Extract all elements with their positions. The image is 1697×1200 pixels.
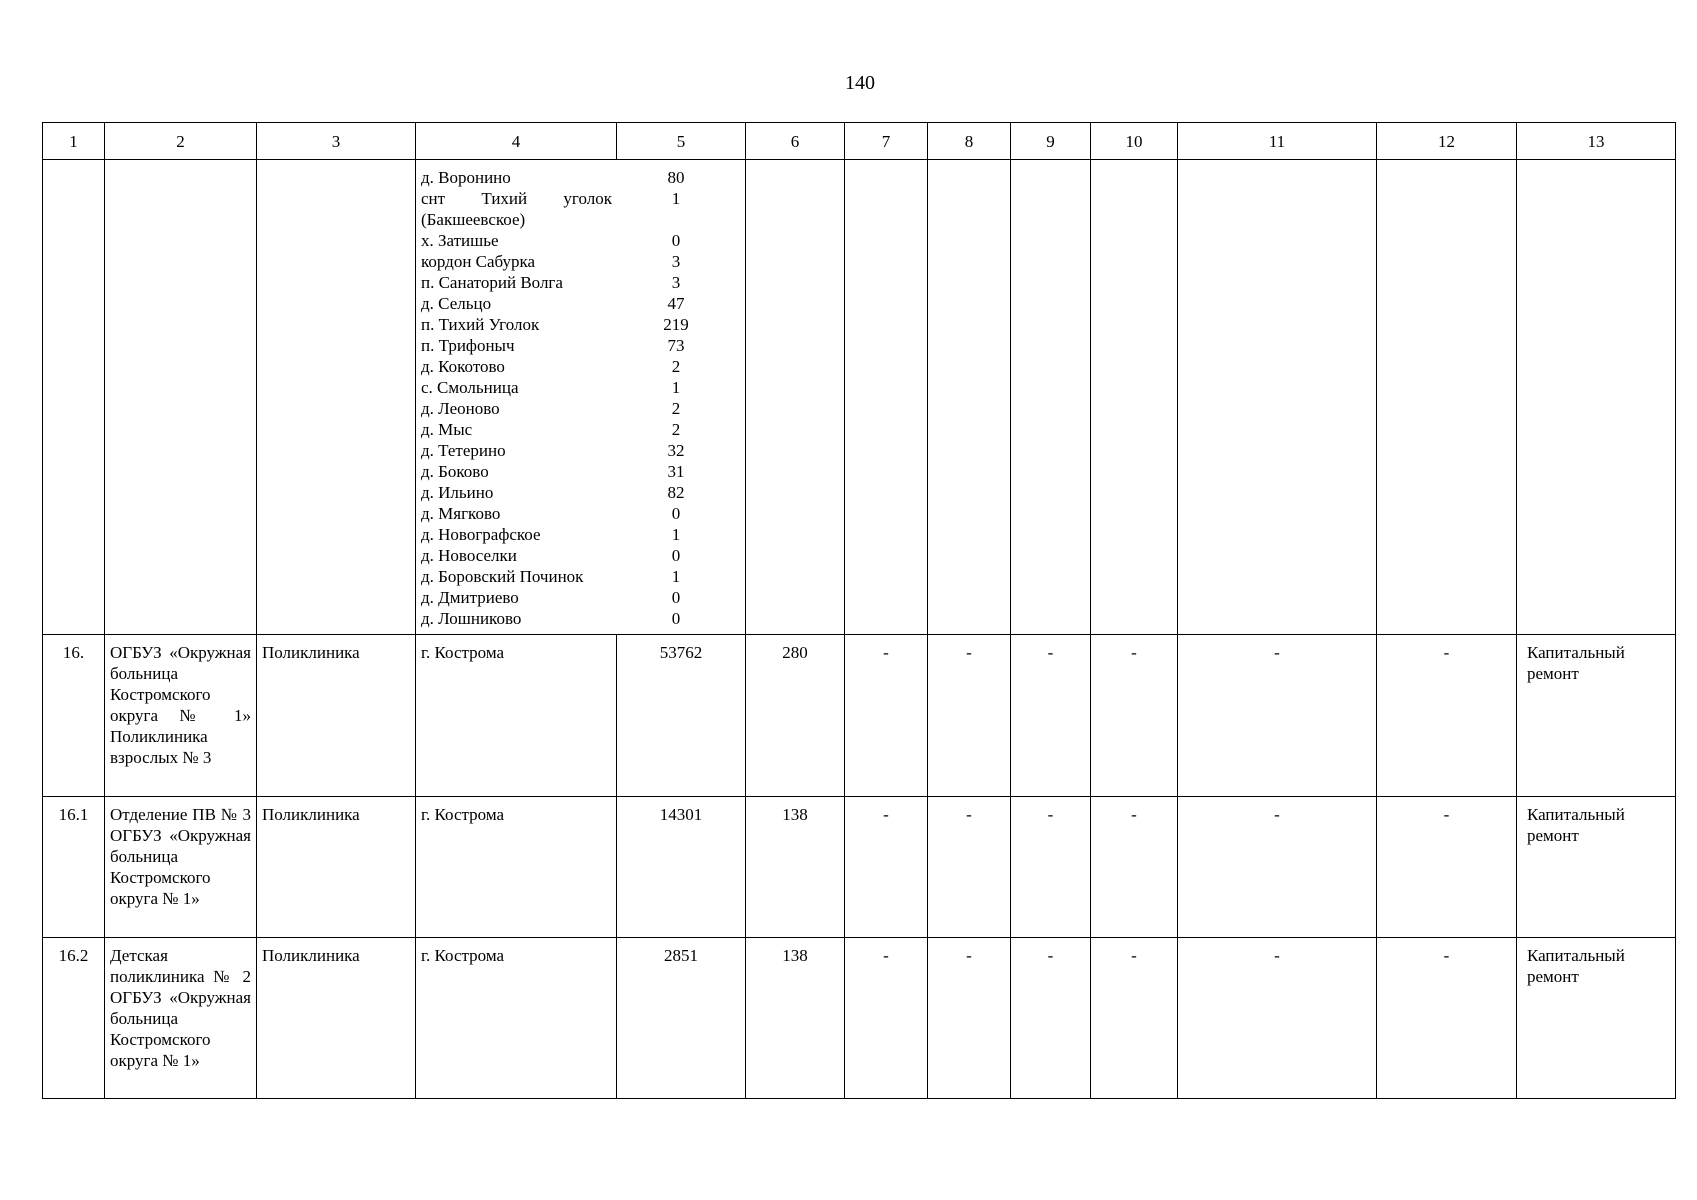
value-col8: -: [928, 797, 1011, 938]
value-col9: -: [1011, 635, 1091, 797]
location-list-cell: [416, 160, 746, 635]
location-value: 0: [671, 546, 681, 565]
value-col5: 2851: [617, 938, 746, 1099]
location-name: д. Мягково: [421, 504, 501, 523]
column-header: 4: [416, 123, 617, 160]
location-name: д. Кокотово: [421, 357, 505, 376]
column-header: 11: [1178, 123, 1377, 160]
value-col6: 138: [746, 797, 845, 938]
column-header: 1: [43, 123, 105, 160]
column-header: 5: [617, 123, 746, 160]
work-type: Капитальный ремонт: [1517, 938, 1676, 1099]
location: г. Кострома: [416, 938, 617, 1099]
value-col5: 53762: [617, 635, 746, 797]
location-item: [421, 419, 740, 440]
value-col8: -: [928, 635, 1011, 797]
location-item: [421, 566, 740, 587]
location-name: кордон Сабурка: [421, 252, 536, 271]
location-value-empty: [612, 209, 740, 230]
location-name: снт Тихий уголок: [421, 189, 612, 208]
location-item-continued: [421, 209, 740, 230]
location-item: [421, 335, 740, 356]
location-item: [421, 377, 740, 398]
facility-type: Поликлиника: [257, 938, 416, 1099]
table-cell: [746, 160, 845, 635]
work-type: Капитальный ремонт: [1517, 797, 1676, 938]
location-value: 73: [667, 336, 685, 355]
value-col6: 138: [746, 938, 845, 1099]
value-col7: -: [845, 635, 928, 797]
table-cell: [43, 160, 105, 635]
location-item: [421, 503, 740, 524]
location-name: д. Ильино: [421, 483, 494, 502]
location-name: д. Новографское: [421, 525, 541, 544]
location-value: 2: [671, 357, 681, 376]
table-cell: [1011, 160, 1091, 635]
column-header: 8: [928, 123, 1011, 160]
table-cell: [1091, 160, 1178, 635]
location-name: (Бакшеевское): [421, 210, 526, 229]
location-item: [421, 524, 740, 545]
value-col10: -: [1091, 635, 1178, 797]
location-item: [421, 293, 740, 314]
location-item: [421, 461, 740, 482]
work-type: Капитальный ремонт: [1517, 635, 1676, 797]
location-item: [421, 608, 740, 629]
table-header: [43, 123, 1676, 160]
value-col12: -: [1377, 938, 1517, 1099]
value-col5: 14301: [617, 797, 746, 938]
value-col11: -: [1178, 938, 1377, 1099]
location-value: 1: [671, 567, 681, 586]
location-name: д. Боровский Починок: [421, 567, 584, 586]
row-number: 16.1: [43, 797, 105, 938]
location-name: д. Леоново: [421, 399, 500, 418]
location-value: 1: [671, 189, 681, 208]
column-header: 13: [1517, 123, 1676, 160]
location-item: [421, 251, 740, 272]
location-item: [421, 230, 740, 251]
location-item: [421, 188, 740, 209]
location-item: [421, 440, 740, 461]
location: г. Кострома: [416, 635, 617, 797]
location-name: д. Дмитриево: [421, 588, 519, 607]
facility-type: Поликлиника: [257, 635, 416, 797]
location-value: 3: [671, 252, 681, 271]
location-name: д. Воронино: [421, 168, 511, 187]
row-number: 16.2: [43, 938, 105, 1099]
location-value: 0: [671, 231, 681, 250]
location-name: д. Тетерино: [421, 441, 506, 460]
facility-type: Поликлиника: [257, 797, 416, 938]
table-cell: [257, 160, 416, 635]
location-list: [421, 167, 740, 629]
location-name: п. Трифоныч: [421, 336, 515, 355]
location-item: [421, 398, 740, 419]
location-value: 2: [671, 399, 681, 418]
location-name: п. Санаторий Волга: [421, 273, 563, 292]
column-header: 6: [746, 123, 845, 160]
table-row: [43, 797, 1676, 938]
organization-name: ОГБУЗ «Окружная больница Костромского округа № 1» Поликлиника взрослых № 3: [105, 635, 257, 797]
row-number: 16.: [43, 635, 105, 797]
column-header: 9: [1011, 123, 1091, 160]
column-header: 10: [1091, 123, 1178, 160]
location-value: 1: [671, 378, 681, 397]
location-value: 0: [671, 588, 681, 607]
location-value: 3: [671, 273, 681, 292]
value-col7: -: [845, 938, 928, 1099]
table-cell: [845, 160, 928, 635]
page-number: 140: [845, 72, 875, 94]
location-item: [421, 545, 740, 566]
location-value: 0: [671, 609, 681, 628]
location-value: 2: [671, 420, 681, 439]
location-name: д. Новоселки: [421, 546, 517, 565]
location-value: 219: [663, 315, 689, 334]
value-col9: -: [1011, 797, 1091, 938]
value-col10: -: [1091, 938, 1178, 1099]
location-value: 31: [667, 462, 685, 481]
table-cell: [928, 160, 1011, 635]
location-value: 80: [667, 168, 685, 187]
value-col12: -: [1377, 797, 1517, 938]
location-value: 1: [671, 525, 681, 544]
value-col6: 280: [746, 635, 845, 797]
value-col8: -: [928, 938, 1011, 1099]
location-value: 82: [667, 483, 685, 502]
location-name: х. Затишье: [421, 231, 499, 250]
location-item: [421, 482, 740, 503]
table-row-continuation: [43, 160, 1676, 635]
location-item: [421, 314, 740, 335]
location-item: [421, 587, 740, 608]
location-name: д. Боково: [421, 462, 489, 481]
column-header: 7: [845, 123, 928, 160]
location-name: д. Лошниково: [421, 609, 522, 628]
table-cell: [1377, 160, 1517, 635]
location-value: 0: [671, 504, 681, 523]
location-value: 47: [667, 294, 685, 313]
location-name: д. Сельцо: [421, 294, 492, 313]
location-item: [421, 167, 740, 188]
column-header: 3: [257, 123, 416, 160]
location-item: [421, 272, 740, 293]
location-name: п. Тихий Уголок: [421, 315, 540, 334]
value-col11: -: [1178, 635, 1377, 797]
table-cell: [1178, 160, 1377, 635]
table-cell: [105, 160, 257, 635]
column-header: 2: [105, 123, 257, 160]
value-col11: -: [1178, 797, 1377, 938]
table-row: [43, 635, 1676, 797]
value-col7: -: [845, 797, 928, 938]
location-item: [421, 356, 740, 377]
table-row: [43, 938, 1676, 1099]
column-header: 12: [1377, 123, 1517, 160]
facilities-table: [42, 122, 1676, 1099]
value-col12: -: [1377, 635, 1517, 797]
location: г. Кострома: [416, 797, 617, 938]
location-value: 32: [667, 441, 685, 460]
organization-name: Отделение ПВ № 3 ОГБУЗ «Окружная больница Костромского округа № 1»: [105, 797, 257, 938]
table-cell: [1517, 160, 1676, 635]
location-name: д. Мыс: [421, 420, 473, 439]
value-col10: -: [1091, 797, 1178, 938]
location-name: с. Смольница: [421, 378, 519, 397]
value-col9: -: [1011, 938, 1091, 1099]
organization-name: Детская поликлиника № 2 ОГБУЗ «Окружная больница Костромского округа № 1»: [105, 938, 257, 1099]
